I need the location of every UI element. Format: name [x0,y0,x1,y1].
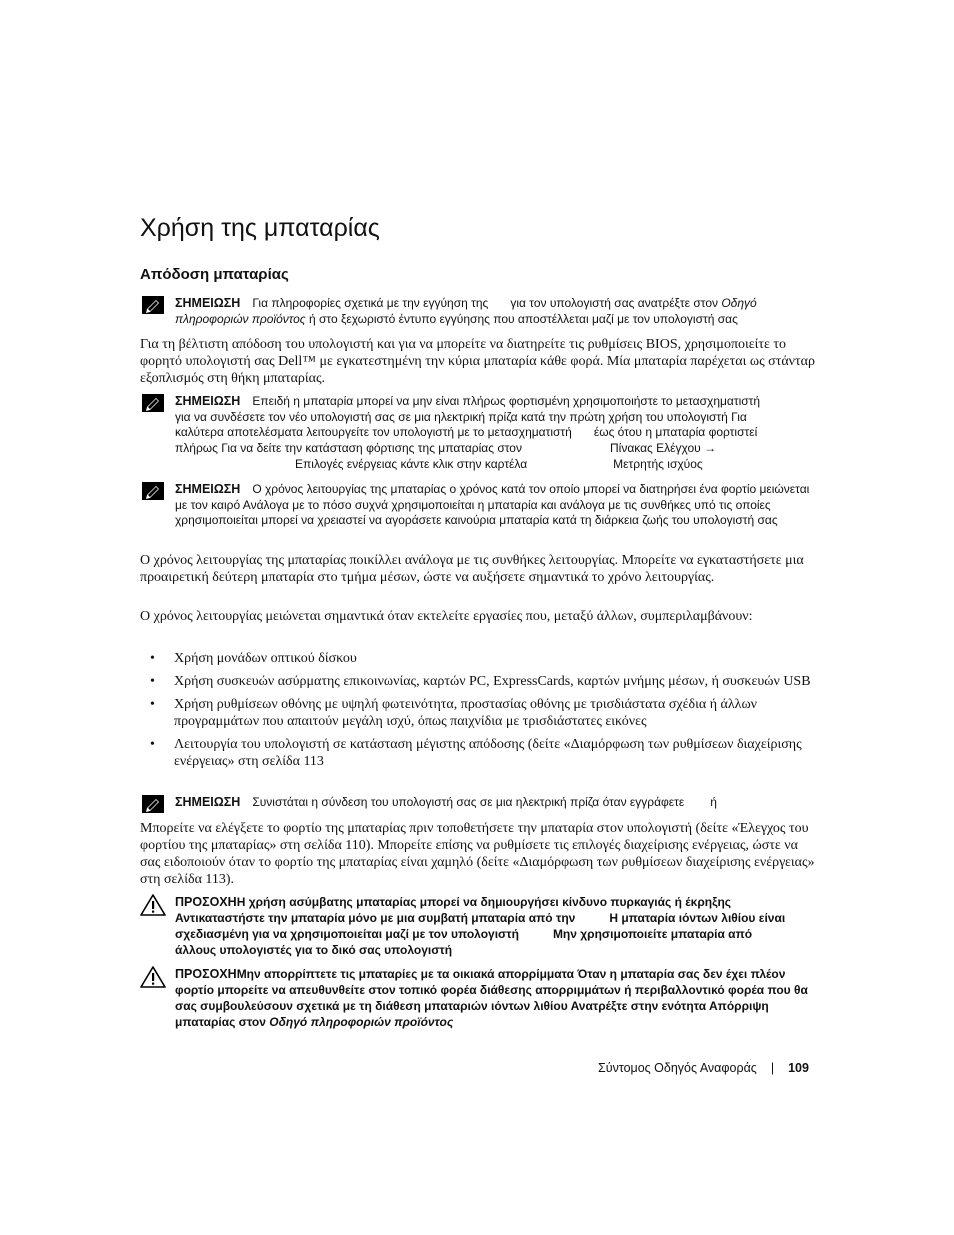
note-text: Ο χρόνος λειτουργίας της μπαταρίας ο χρόνος κατά τον οποίο μπορεί να διατηρήσει ένα φορτίο μειώνεται με τον καιρό Ανάλογα με το πόσο συχνά χρησιμοποιείται η μπαταρία και ανάλογα με τις συνθήκες υπό τις οποίες χρησιμοποιείται μπορεί να χρειαστεί να αγοράσετε καινούρια μπαταρία κατά τη διάρκεια ζωής του υπολογιστή σας [175,482,810,528]
note-charging [140,394,815,473]
caution-text: Η μπαταρία ιόντων λιθίου είναι [609,911,786,925]
caution-text: Μην χρησιμοποιείτε μπαταρία από [552,927,753,941]
page-number: 109 [788,1061,809,1075]
note-recording [140,795,815,811]
paragraph: Ο χρόνος λειτουργίας μειώνεται σημαντικά όταν εκτελείτε εργασίες που, μεταξύ άλλων, συμπεριλαμβάνουν: [140,609,753,624]
caution-incompatible-battery [140,894,820,958]
bullet-glyph: • [150,674,155,689]
warning-triangle-icon [140,966,166,988]
footer-separator: | [770,1061,775,1075]
caution-label: ΠΡΟΣΟΧΗ [175,967,237,981]
bullet-glyph: • [150,697,155,712]
paragraph: Ο χρόνος λειτουργίας της μπαταρίας ποικίλλει ανάλογα με τις συνθήκες λειτουργίας. Μπορείτε να εγκαταστήσετε μια προαιρετική δεύτερη μπαταρία στο τμήμα μέσων, ώστε να αυξήσετε σημαντικά το χρόνο λειτουργίας. [140,553,804,585]
page-title: Χρήση της μπαταρίας [140,214,380,242]
caution-text: Η χρήση ασύμβατης μπαταρίας μπορεί να δημιουργήσει κίνδυνο πυρκαγιάς ή έκρηξης [236,895,732,909]
paragraph: Μπορείτε να ελέγξετε το φορτίο της μπαταρίας πριν τοποθετήσετε την μπαταρία στον υπολογιστή (δείτε «Έλεγχος του φορτίου της μπαταρίας» στη σελίδα 110). Μπορείτε επίσης να ρυθμίσετε τις επιλογές διαχείρισης ενέργειας, ώστε να σας ειδοποιούν όταν το φορτίο της μπαταρίας είναι χαμηλό (δείτε «Διαμόρφωση των ρυθμίσεων διαχείρισης ενέργειας» στη σελίδα 113). [140,821,815,887]
note-text: έως ότου η μπαταρία φορτιστεί [593,425,758,440]
guide-reference: Οδηγό πληροφοριών προϊόντος [269,1015,454,1029]
caution-text: Μην απορρίπτετε τις μπαταρίες με τα οικιακά απορρίμματα Όταν η μπαταρία σας δεν έχει πλέον φορτίο μπορείτε να απευθυνθείτε στον τοπικό φορέα διάθεσης απορριμμάτων ή περιβαλλοντικό φορέα που θα σας συμβουλεύσουν σχετικά με τη διάθεση μπαταριών ιόντων λιθίου Ανατρέξτε στην ενότητα Απόρριψη μπαταρίας στον [175,967,808,1029]
page-footer [598,1061,809,1075]
caution-text: άλλους υπολογιστές για το δικό σας υπολογιστή [175,943,453,957]
caution-disposal [140,966,820,1030]
pencil-note-icon [142,795,164,813]
footer-guide-title: Σύντομος Οδηγός Αναφοράς [598,1061,757,1075]
bullet-glyph: • [150,737,155,752]
note-label: ΣΗΜΕΙΩΣΗ [175,482,241,496]
pencil-note-icon [142,296,164,314]
note-label: ΣΗΜΕΙΩΣΗ [175,296,241,310]
list-item: • Χρήση ρυθμίσεων οθόνης με υψηλή φωτεινότητα, προστασίας οθόνης με τρισδιάστατα σχέδια ή άλλων προγραμμάτων που απαιτούν μεγάλη ισχύ, όπως παιχνίδια με τρισδιάστατες εικόνες [150,697,757,729]
note-text: για τον υπολογιστή σας ανατρέξτε στον [510,296,722,310]
bullet-glyph: • [150,651,155,666]
menu-path: Επιλογές ενέργειας κάντε κλικ στην καρτέλα [295,456,528,471]
note-text: ή στο ξεχωριστό έντυπο εγγύησης που αποστέλλεται μαζί με τον υπολογιστή σας [305,311,738,326]
note-text: πλήρως Για να δείτε την κατάσταση φόρτισης της μπαταρίας στον [175,441,522,456]
note-text: Επειδή η μπαταρία μπορεί να μην είναι πλήρως φορτισμένη χρησιμοποιήστε το μετασχηματιστή [252,394,761,408]
section-heading: Απόδοση μπαταρίας [140,266,289,283]
menu-path: Πίνακας Ελέγχου → [609,441,717,456]
note-warranty [140,296,815,327]
caution-text: Αντικαταστήστε την μπαταρία μόνο με μια συμβατή μπαταρία από την [175,911,576,925]
pencil-note-icon [142,482,164,500]
list-item: • Χρήση συσκευών ασύρματης επικοινωνίας, καρτών PC, ExpressCards, καρτών μνήμης μέσων, ή συσκευών USB [150,674,811,689]
pencil-note-icon [142,394,164,412]
list-item: • Χρήση μονάδων οπτικού δίσκου [150,651,357,666]
note-text: ή [710,795,717,809]
note-text: Συνιστάται η σύνδεση του υπολογιστή σας σε μια ηλεκτρική πρίζα όταν εγγράφετε [252,795,685,809]
note-label: ΣΗΜΕΙΩΣΗ [175,394,241,408]
warning-triangle-icon [140,894,166,916]
paragraph: Για τη βέλτιστη απόδοση του υπολογιστή και για να μπορείτε να διατηρείτε τις ρυθμίσεις BIOS, χρησιμοποιείτε το φορητό υπολογιστή σας Dell™ με εγκατεστημένη την κύρια μπαταρία κάθε φορά. Μία μπαταρία παρέχεται ως στάνταρ εξοπλισμός στη θήκη μπαταρίας. [140,337,815,386]
guide-reference: Οδηγό πληροφοριών προϊόντος [175,296,757,326]
caution-label: ΠΡΟΣΟΧΗ [175,895,237,909]
usage-list [140,650,815,776]
note-label: ΣΗΜΕΙΩΣΗ [175,795,241,809]
tab-name: Μετρητής ισχύος [613,456,703,471]
note-text: για να συνδέσετε τον νέο υπολογιστή σας σε μια ηλεκτρική πρίζα κατά την πρώτη χρήση του υπολογιστή Για [175,409,747,424]
caution-text: σχεδιασμένη για να χρησιμοποιείται μαζί με τον υπολογιστή [175,927,519,941]
note-battery-life [140,482,815,529]
note-text: καλύτερα αποτελέσματα λειτουργείτε τον υπολογιστή με το μετασχηματιστή [175,425,572,440]
note-text: Για πληροφορίες σχετικά με την εγγύηση της [252,296,489,310]
list-item: • Λειτουργία του υπολογιστή σε κατάσταση μέγιστης απόδοσης (δείτε «Διαμόρφωση των ρυθμίσεων διαχείρισης ενέργειας» στη σελίδα 113 [150,737,802,769]
